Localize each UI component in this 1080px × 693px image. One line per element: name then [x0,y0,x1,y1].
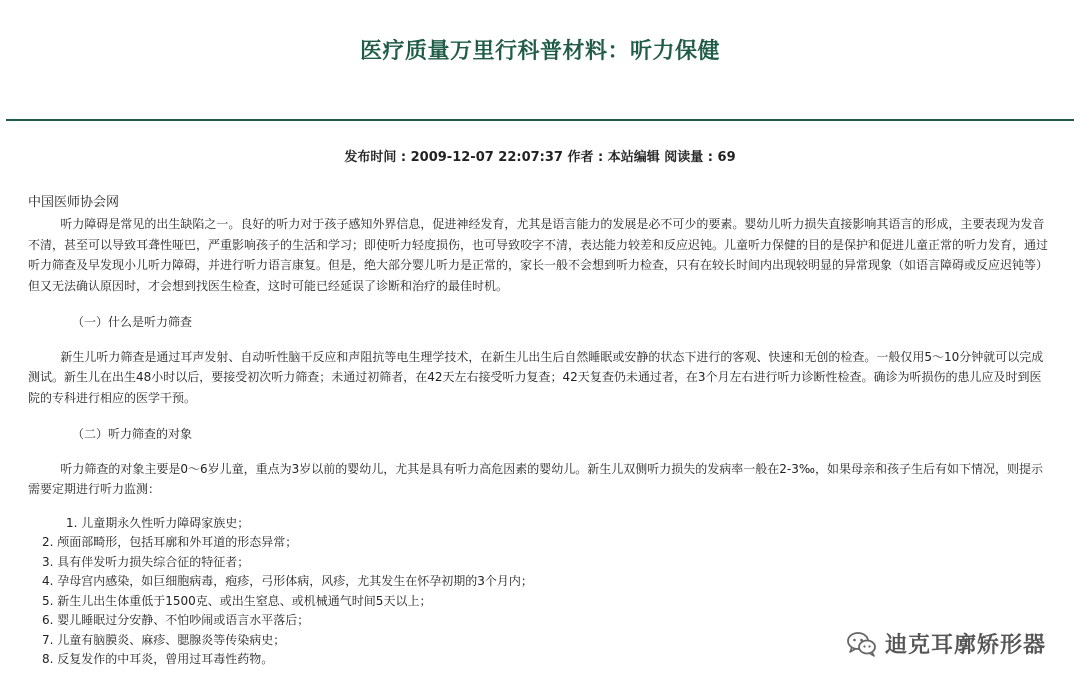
wechat-icon [847,631,877,657]
list-item: 4. 孕母宫内感染，如巨细胞病毒，疱疹，弓形体病，风疹，尤其发生在怀孕初期的3个月内； [42,574,533,588]
watermark-text: 迪克耳廓矫形器 [884,633,1046,658]
list-item: 8. 反复发作的中耳炎，曾用过耳毒性药物。 [42,652,274,666]
watermark [847,628,1046,659]
list-item: 2. 颅面部畸形，包括耳廓和外耳道的形态异常； [42,535,298,549]
list-item: 5. 新生儿出生体重低于1500克、或出生窒息、或机械通气时间5天以上； [42,593,432,608]
intro-paragraph: 听力障碍是常见的出生缺陷之一。良好的听力对于孩子感知外界信息，促进神经发育，尤其是语言能力的发展是必不可少的要素。婴幼儿听力损失直接影响其语言的形成，主要表现为发音不清，甚至可以导致耳聋性哑巴，严重影响孩子的生活和学习；即使听力轻度损伤，也可导致咬字不清，表达能力较差和反应迟钝。儿童听力保健的目的是保护和促进儿童正常的听力发育，通过听力筛查及早发现小儿听力障碍，并进行听力语言康复。但是，绝大部分婴儿听力是正常的，家长一般不会想到听力检查，只有在较长时间内出现较明显的异常现象（如语言障碍或反应迟钝等）但又无法确认原因时，才会想到找医生检查，这时可能已经延误了诊断和治疗的最佳时机。 [28,217,1049,293]
list-item: 7. 儿童有脑膜炎、麻疹、腮腺炎等传染病史； [42,632,286,647]
title-divider [6,119,1074,121]
article-meta: 发布时间 : 2009-12-07 22:07:37 作者 : 本站编辑 阅读量 : 69 [344,150,736,165]
list-item: 6. 婴儿睡眠过分安静、不怕吵闹或语言水平落后； [42,613,310,627]
article-source: 中国医师协会网 [28,195,120,210]
section-body-targets: 听力筛查的对象主要是0～6岁儿童，重点为3岁以前的婴幼儿，尤其是具有听力高危因素的婴幼儿。新生儿双侧听力损失的发病率一般在2-3‰，如果母亲和孩子生后有如下情况，则提示需要定期进行听力监测： [28,461,1044,496]
section-heading-targets: （二）听力筛查的对象 [72,427,193,441]
section-body-screening: 新生儿听力筛查是通过耳声发射、自动听性脑干反应和声阻抗等电生理学技术，在新生儿出生后自然睡眠或安静的状态下进行的客观、快速和无创的检查。一般仅用5～10分钟就可以完成测试。新生儿在出生48小时以后，要接受初次听力筛查；未通过初筛者，在42天左右接受听力复查；42天复查仍未通过者，在3个月左右进行听力诊断性检查。确诊为听损伤的患儿应及时到医院的专科进行相应的医学干预。 [28,349,1044,405]
article-body [28,192,1052,670]
section-heading-screening: （一）什么是听力筛查 [72,315,193,329]
list-item: 3. 具有伴发听力损失综合征的特征者； [42,554,250,569]
list-item: 1. 儿童期永久性听力障碍家族史； [66,515,250,530]
article-title: 医疗质量万里行科普材料：听力保健 [359,39,720,64]
